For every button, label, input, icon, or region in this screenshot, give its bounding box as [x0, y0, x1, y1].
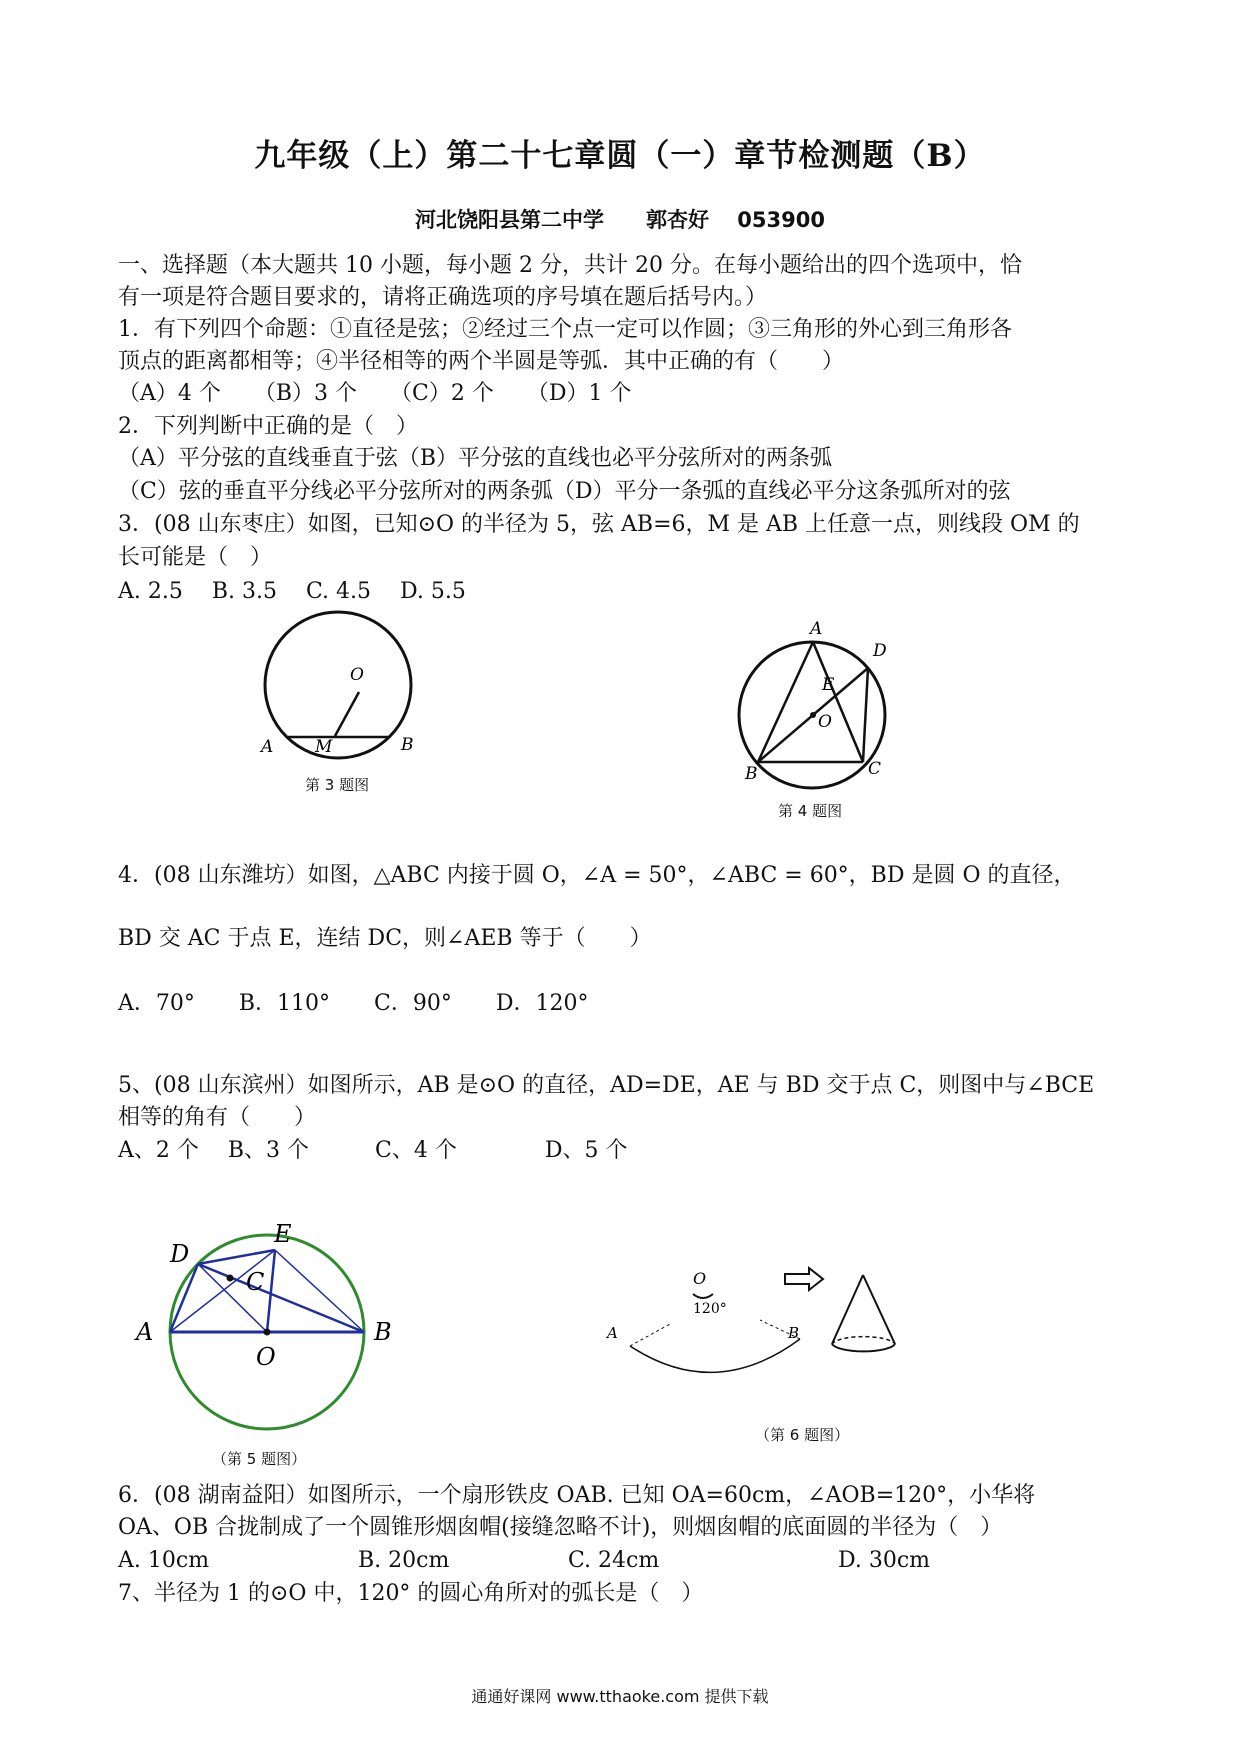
- fig3-label-b: B: [401, 735, 414, 755]
- fig4-label-b: B: [745, 764, 758, 784]
- fig5-label-d: D: [170, 1240, 190, 1268]
- fig3-label-o: O: [350, 665, 364, 685]
- page-footer: 通通好课网 www.tthaoke.com 提供下载: [471, 1687, 769, 1706]
- figure-5-diagram: [130, 1190, 410, 1450]
- question-5-line-1: 5、(08 山东滨州）如图所示，AB 是⊙O 的直径，AD=DE，AE 与 BD 交于点 C，则图中与∠BCE: [118, 1073, 1095, 1098]
- question-6-option-d: D. 30cm: [838, 1548, 931, 1573]
- question-3-options: A. 2.5 B. 3.5 C. 4.5 D. 5.5: [118, 579, 466, 604]
- fig5-label-b: B: [374, 1318, 392, 1346]
- fig5-label-a: A: [136, 1318, 154, 1346]
- question-5-options: A、2 个 B、3 个 C、4 个 D、5 个: [118, 1138, 628, 1163]
- question-6-option-c: C. 24cm: [568, 1548, 660, 1573]
- question-3-line-1: 3．(08 山东枣庄）如图，已知⊙O 的半径为 5，弦 AB=6，M 是 AB 上任意一点，则线段 OM 的: [118, 512, 1080, 537]
- question-5-line-2: 相等的角有（ ）: [118, 1105, 317, 1130]
- figure-5-caption: （第 5 题图）: [212, 1450, 307, 1468]
- question-6-option-a: A. 10cm: [118, 1548, 210, 1573]
- question-1-line-2: 顶点的距离都相等；④半径相等的两个半圆是等弧．其中正确的有（ ）: [118, 349, 845, 374]
- question-2-line-2: （A）平分弦的直线垂直于弦（B）平分弦的直线也必平分弦所对的两条弧: [118, 446, 833, 471]
- fig4-label-e: E: [822, 675, 835, 695]
- question-4-line-1: 4．(08 山东潍坊）如图，△ABC 内接于圆 O，∠A = 50°，∠ABC = 60°，BD 是圆 O 的直径，: [118, 863, 1076, 888]
- question-6-option-b: B. 20cm: [358, 1548, 450, 1573]
- author-line: 河北饶阳县第二中学 郭杏好 053900: [415, 208, 825, 232]
- fig5-label-e: E: [274, 1220, 292, 1248]
- figure-6-caption: （第 6 题图）: [755, 1426, 850, 1444]
- question-2-line-3: （C）弦的垂直平分线必平分弦所对的两条弧（D）平分一条弧的直线必平分这条弧所对的弦: [118, 479, 1011, 504]
- figure-3-diagram: [255, 602, 435, 772]
- question-2-line-1: 2．下列判断中正确的是（ ）: [118, 414, 418, 439]
- figure-3-caption: 第 3 题图: [305, 776, 370, 794]
- question-4-options: A．70° B．110° C．90° D．120°: [118, 991, 589, 1016]
- fig6-label-o: O: [693, 1269, 707, 1288]
- question-1-line-1: 1．有下列四个命题：①直径是弦；②经过三个点一定可以作圆；③三角形的外心到三角形各: [118, 317, 1013, 342]
- fig4-label-c: C: [868, 759, 882, 779]
- figure-6-diagram: [595, 1262, 915, 1412]
- fig3-label-a: A: [261, 737, 274, 757]
- fig5-label-c: C: [246, 1268, 265, 1296]
- figure-4-caption: 第 4 题图: [778, 802, 843, 820]
- fig4-label-a: A: [810, 619, 823, 639]
- fig3-label-m: M: [315, 737, 333, 757]
- section-instructions-line-1: 一、选择题（本大题共 10 小题，每小题 2 分，共计 20 分。在每小题给出的四个选项中，恰: [118, 253, 1022, 278]
- question-6-line-1: 6．(08 湖南益阳）如图所示，一个扇形铁皮 OAB. 已知 OA=60cm，∠AOB=120°，小华将: [118, 1483, 1036, 1508]
- fig4-label-d: D: [873, 641, 887, 661]
- question-1-options: （A）4 个 （B）3 个 （C）2 个 （D）1 个: [118, 381, 632, 406]
- fig6-label-a: A: [607, 1324, 618, 1342]
- question-7-line-1: 7、半径为 1 的⊙O 中，120° 的圆心角所对的弧长是（ ）: [118, 1581, 704, 1606]
- fig4-label-o: O: [818, 712, 832, 732]
- fig6-angle-label: 120°: [693, 1301, 727, 1317]
- figure-4-diagram: [728, 612, 918, 792]
- question-6-line-2: OA、OB 合拢制成了一个圆锥形烟囱帽(接缝忽略不计)，则烟囱帽的底面圆的半径为（ ）: [118, 1515, 1003, 1540]
- fig6-label-b: B: [788, 1324, 800, 1342]
- fig5-label-o: O: [256, 1343, 276, 1371]
- page-title: 九年级（上）第二十七章圆（一）章节检测题（B）: [254, 138, 986, 174]
- question-3-line-2: 长可能是（ ）: [118, 545, 273, 570]
- question-4-line-2: BD 交 AC 于点 E，连结 DC，则∠AEB 等于（ ）: [118, 926, 652, 951]
- section-instructions-line-2: 有一项是符合题目要求的，请将正确选项的序号填在题后括号内。）: [118, 285, 768, 310]
